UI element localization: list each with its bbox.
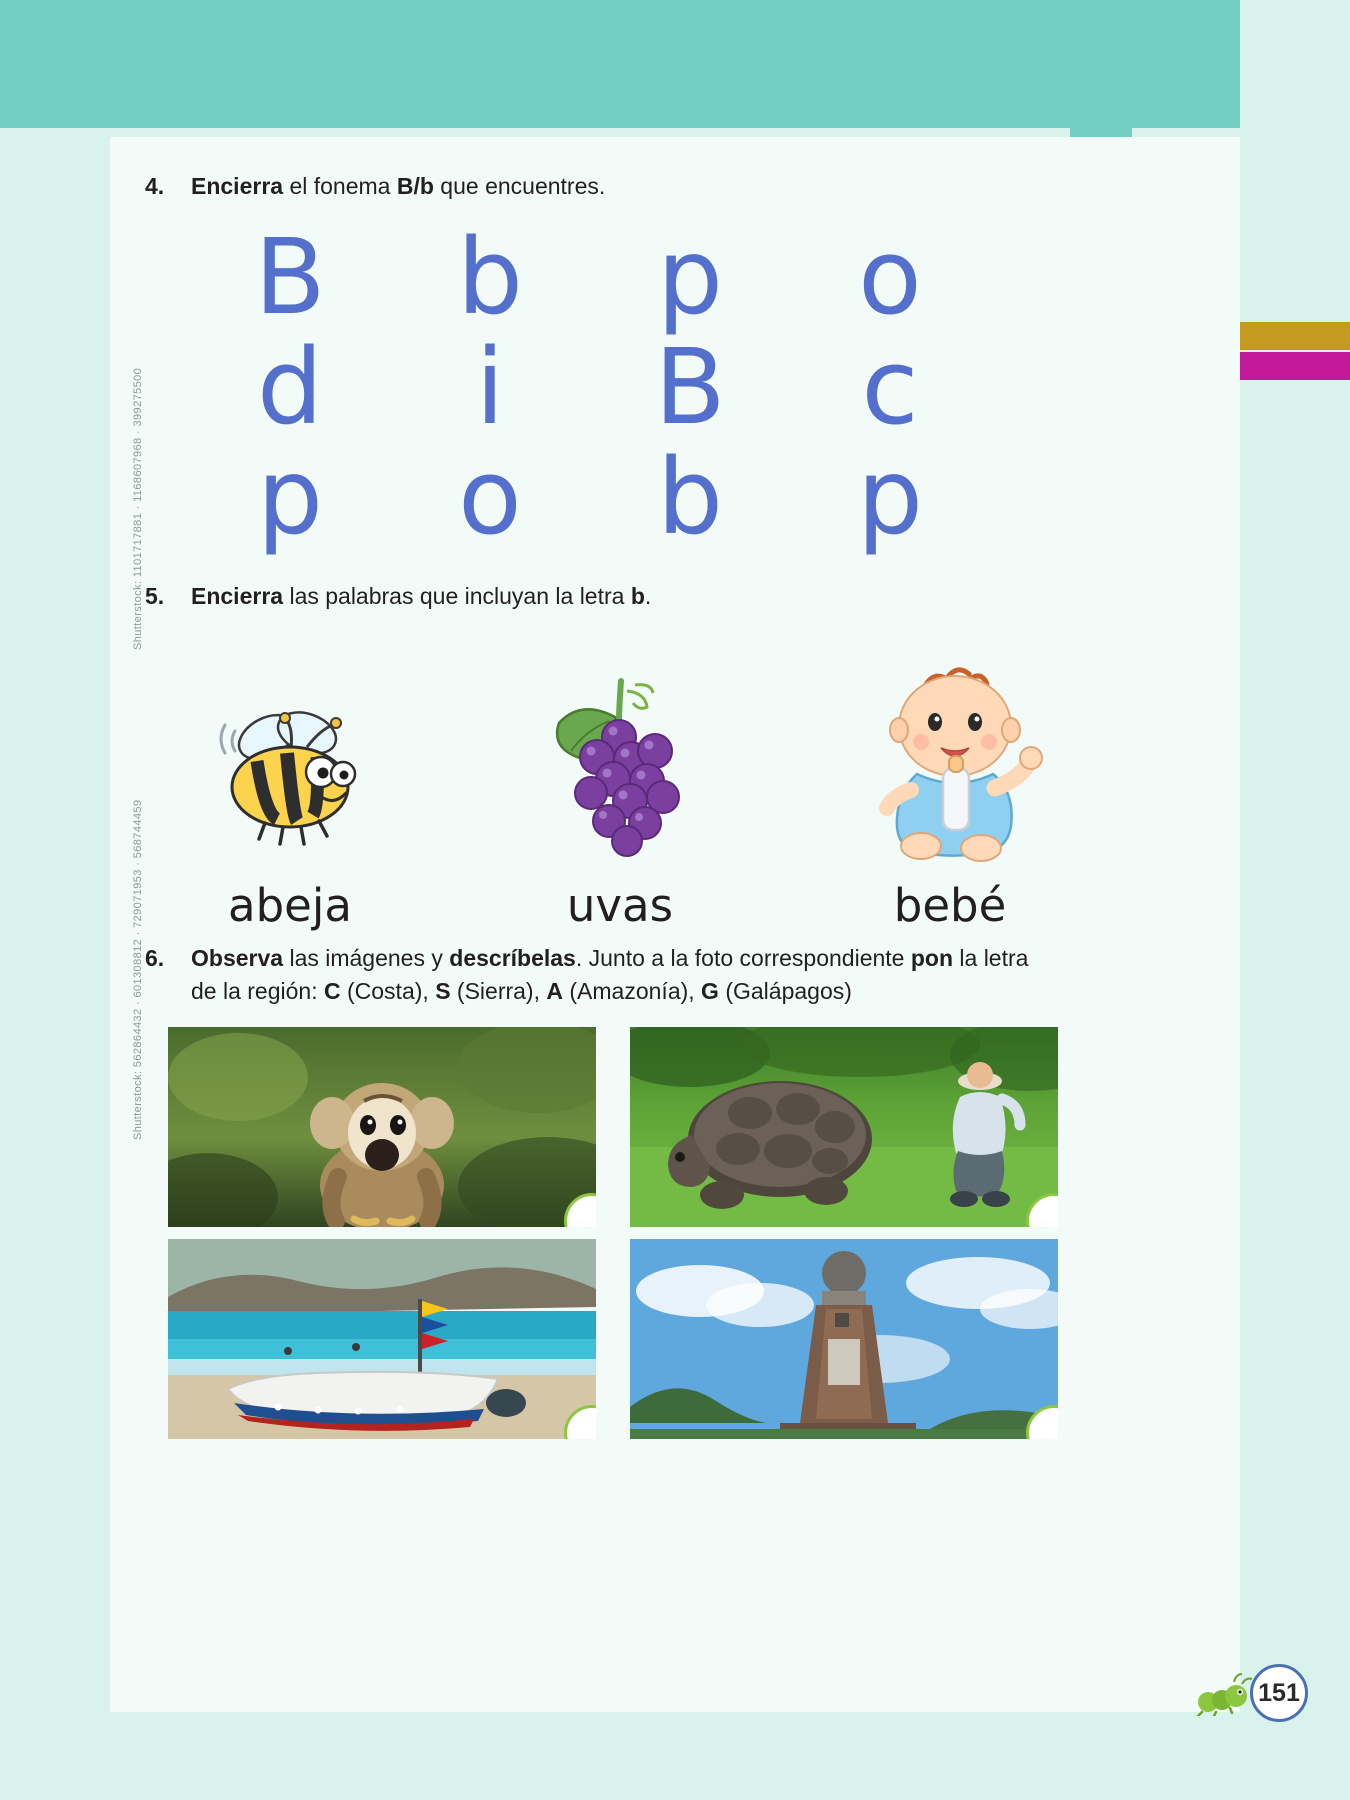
exercise-6-region-galapagos: (Galápagos) xyxy=(718,978,852,1005)
exercise-6-line2-start: la letra de la región: xyxy=(191,945,1029,1005)
word-item-bebe[interactable] xyxy=(800,650,1100,932)
letter-cell[interactable]: c xyxy=(861,326,919,448)
exercise-4-prompt-bold-1: Encierra xyxy=(191,173,284,199)
exercise-6-region-g: G xyxy=(701,978,719,1005)
letter-cell[interactable]: p xyxy=(856,436,923,558)
credit-bottom: Shutterstock: 562864432 · 601308812 · 729071953 · 568744459 xyxy=(132,799,144,1140)
letter-cell[interactable]: B xyxy=(254,216,326,338)
tortoise-photo[interactable] xyxy=(630,1027,1058,1227)
letter-cell[interactable]: B xyxy=(654,326,726,448)
grapes-illustration xyxy=(470,650,770,865)
letter-cell[interactable]: o xyxy=(458,436,522,558)
exercise-5-prompt-bold-2: b xyxy=(630,583,645,609)
bee-illustration xyxy=(140,650,440,865)
photo-row-2 xyxy=(168,1239,1058,1439)
exercise-4-prompt xyxy=(191,170,1045,203)
letter-cell[interactable]: b xyxy=(456,216,523,338)
photo-grid xyxy=(168,1027,1058,1451)
left-margin-strip xyxy=(0,128,110,1800)
page-number: 151 xyxy=(1250,1664,1308,1722)
word-label-abeja: abeja xyxy=(228,879,352,932)
exercise-4-heading xyxy=(145,170,1045,203)
exercise-4-prompt-end: que encuentres. xyxy=(433,173,606,199)
exercise-6-bold-describelas: descríbelas xyxy=(449,945,576,971)
exercise-5-prompt-mid: las palabras que incluyan la letra xyxy=(283,583,631,609)
letter-cell[interactable]: p xyxy=(656,216,723,338)
exercise-6-region-sierra: (Sierra), xyxy=(450,978,547,1005)
credit-top: Shutterstock: 1101717881 · 1168607968 · 399275500 xyxy=(132,367,144,650)
exercise-6-region-amazonia: (Amazonía), xyxy=(563,978,702,1005)
top-teal-band xyxy=(0,0,1240,128)
letter-cell[interactable]: p xyxy=(256,436,323,558)
exercise-6-region-c: C xyxy=(323,978,341,1005)
exercise-6-heading xyxy=(145,942,1045,1009)
word-picture-row xyxy=(140,650,1100,932)
exercise-6-number: 6. xyxy=(145,945,165,971)
exercise-6-region-a: A xyxy=(546,978,563,1005)
mitad-del-mundo-photo[interactable] xyxy=(630,1239,1058,1439)
caterpillar-mascot-icon xyxy=(1194,1672,1254,1716)
letter-cell[interactable]: b xyxy=(656,436,723,558)
word-label-bebe: bebé xyxy=(893,879,1007,932)
bottom-band xyxy=(0,1714,1350,1800)
exercise-5-prompt-bold-1: Encierra xyxy=(191,583,284,609)
baby-illustration xyxy=(800,650,1100,865)
letter-cell[interactable]: i xyxy=(475,326,505,448)
exercise-6-bold-observa: Observa xyxy=(191,945,284,971)
photo-row-1 xyxy=(168,1027,1058,1227)
exercise-6-region-costa: (Costa), xyxy=(340,978,436,1005)
monkey-photo[interactable] xyxy=(168,1027,596,1227)
word-item-uvas[interactable] xyxy=(470,650,770,932)
letters-grid xyxy=(190,216,990,558)
exercise-5-number: 5. xyxy=(145,583,165,609)
letter-cell[interactable]: o xyxy=(858,216,922,338)
exercise-6-text-1: las imágenes y xyxy=(283,945,450,971)
exercise-6-text-2: . Junto a la foto correspondiente xyxy=(575,945,911,971)
exercise-6-bold-pon: pon xyxy=(910,945,954,971)
exercise-6-prompt xyxy=(191,942,1045,1009)
beach-boat-photo[interactable] xyxy=(168,1239,596,1439)
exercise-4-number: 4. xyxy=(145,173,165,199)
word-item-abeja[interactable] xyxy=(140,650,440,932)
top-right-corner xyxy=(1240,0,1350,128)
exercise-5-prompt-end: . xyxy=(644,583,652,609)
letter-cell[interactable]: d xyxy=(256,326,323,448)
exercise-4-prompt-mid: el fonema xyxy=(283,173,397,199)
exercise-5-heading xyxy=(145,580,1045,613)
word-label-uvas: uvas xyxy=(566,879,674,932)
exercise-4-prompt-bold-2: B/b xyxy=(396,173,434,199)
exercise-6-region-s: S xyxy=(435,978,451,1005)
exercise-5-prompt xyxy=(191,580,1045,613)
